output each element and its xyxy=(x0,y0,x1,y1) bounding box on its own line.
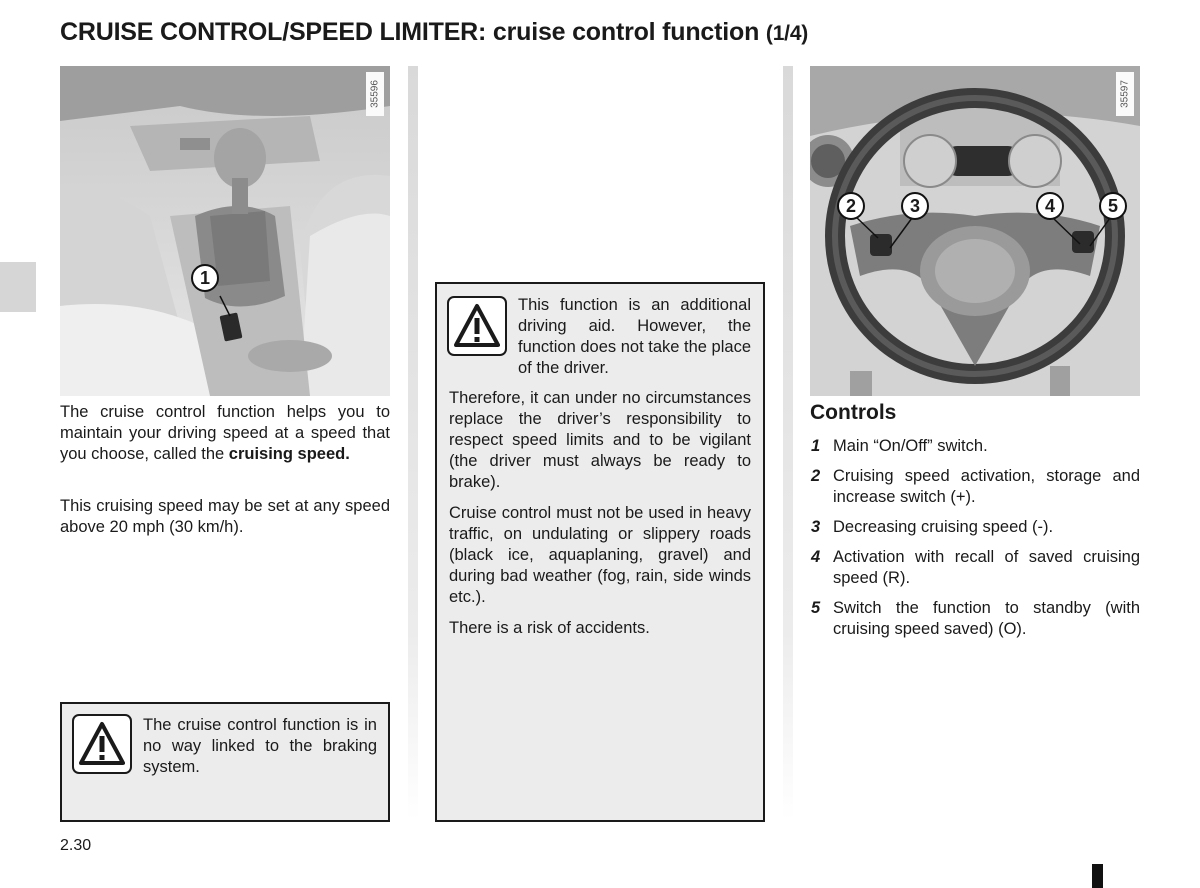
warning-triangle-icon xyxy=(447,296,507,356)
driving-aid-warning-box xyxy=(435,282,765,822)
callout-1: 1 xyxy=(191,264,219,292)
control-item-4: 4 Activation with recall of saved cruising speed (R). xyxy=(811,548,1140,587)
callout-3: 3 xyxy=(901,192,929,220)
callout-5: 5 xyxy=(1099,192,1127,220)
steering-wheel-photo xyxy=(810,66,1140,396)
callout-2: 2 xyxy=(837,192,865,220)
controls-heading: Controls xyxy=(810,401,897,424)
control-item-5: 5 Switch the function to standby (with cruising speed saved) (O). xyxy=(811,599,1140,638)
controls-list xyxy=(810,436,1140,649)
cruising-speed-term: cruising speed. xyxy=(228,445,350,463)
page-title xyxy=(60,18,808,47)
accident-risk-paragraph: There is a risk of accidents. xyxy=(449,619,650,637)
responsibility-paragraph: Therefore, it can under no circumstances replace the driver’s responsibility to respect speed limits and to be vigilant (the driver must always be ready to brake). xyxy=(449,389,751,491)
cruise-switch-photo xyxy=(60,66,390,396)
page-number: 2.30 xyxy=(60,837,92,854)
driving-aid-intro: This function is an additional driving aid. However, the function does not take the place of the driver. xyxy=(518,296,751,377)
braking-warning-box xyxy=(60,702,390,822)
control-item-2: 2 Cruising speed activation, storage and increase switch (+). xyxy=(811,467,1140,506)
braking-warning-text: The cruise control function is in no way linked to the braking system. xyxy=(143,716,377,776)
image-code: 35596 xyxy=(366,72,384,116)
callout-4: 4 xyxy=(1036,192,1064,220)
warning-triangle-icon xyxy=(72,714,132,774)
column-separator-left xyxy=(408,66,418,820)
intro-paragraph: The cruise control function helps you to maintain your driving speed at a speed that you choose, called the cruising speed. xyxy=(60,403,390,463)
control-item-3: 3 Decreasing cruising speed (-). xyxy=(811,518,1054,536)
title-part: (1/4) xyxy=(765,22,809,45)
conditions-paragraph: Cruise control must not be used in heavy traffic, on undulating or slippery roads (black ice, aquaplaning, gravel) and during bad weather (fog, rain, side winds etc.). xyxy=(449,504,751,606)
title-main: CRUISE CONTROL/SPEED LIMITER: cruise control function xyxy=(60,18,760,46)
speed-note-paragraph: This cruising speed may be set at any speed above 20 mph (30 km/h). xyxy=(60,497,390,536)
control-item-1: 1 Main “On/Off” switch. xyxy=(811,437,988,455)
column-separator-right xyxy=(783,66,793,820)
chapter-tab xyxy=(0,262,36,312)
page-edge-marker xyxy=(1092,864,1103,888)
image-code: 35597 xyxy=(1116,72,1134,116)
